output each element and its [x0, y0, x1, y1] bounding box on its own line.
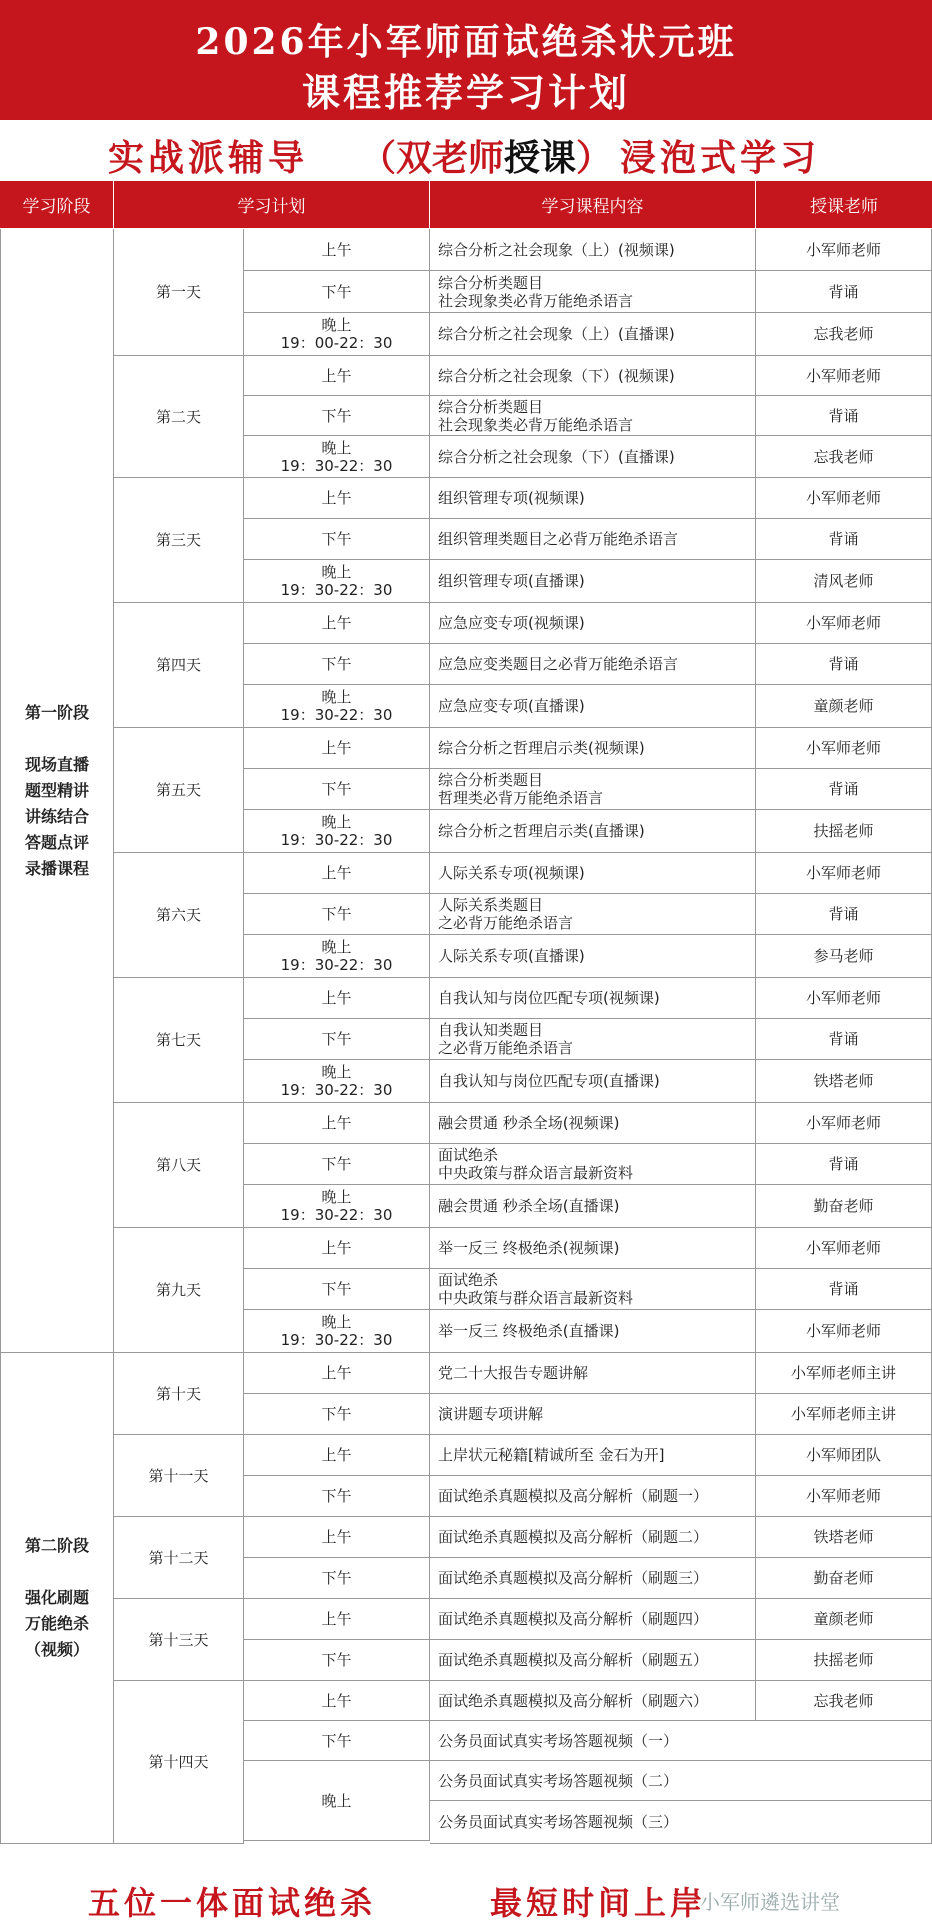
time-slot [244, 1144, 430, 1185]
subtitle-right: 浸泡式学习 [620, 137, 821, 179]
course-cell [430, 313, 756, 356]
course-line: 综合分析之哲理启示类(直播课) [438, 822, 645, 840]
footer-left: 五位一体面试绝杀 [88, 1884, 377, 1922]
time-slot [244, 1394, 430, 1435]
course-cell [430, 1517, 756, 1558]
stage-line: 题型精讲 [24, 780, 89, 800]
day-label: 第十四天 [114, 1681, 244, 1844]
course-line: 中央政策与群众语言最新资料 [438, 1289, 634, 1307]
course-cell [430, 1721, 932, 1761]
header-plan: 学习计划 [114, 181, 429, 228]
time-slot-line: 19：00-22：30 [280, 334, 393, 352]
course-cell [430, 1435, 756, 1476]
course-line: 公务员面试真实考场答题视频（二） [438, 1771, 679, 1790]
time-slot-line: 上午 [321, 1239, 352, 1257]
course-cell [430, 685, 756, 728]
time-slot-line: 下午 [321, 905, 352, 923]
course-line: 面试绝杀真题模拟及高分解析（刷题四） [438, 1610, 709, 1628]
time-slot-line: 下午 [321, 655, 352, 673]
time-slot [244, 978, 430, 1019]
teacher-cell: 小军师老师 [756, 1476, 932, 1517]
course-line: 应急应变专项(视频课) [438, 614, 585, 632]
course-cell [430, 603, 756, 644]
header-stage: 学习阶段 [0, 181, 113, 228]
time-slot [244, 1060, 430, 1103]
time-slot-line: 19：30-22：30 [280, 581, 393, 599]
time-slot [244, 1185, 430, 1228]
course-line: 人际关系类题目 [438, 896, 544, 914]
stage-line: 答题点评 [24, 832, 89, 852]
subtitle-mid-bold: 授课 [504, 137, 577, 179]
course-line: 党二十大报告专题讲解 [438, 1364, 589, 1382]
stage-cell [0, 229, 114, 1353]
course-line: 面试绝杀 [438, 1146, 499, 1164]
time-slot-line: 晚上 [321, 1188, 352, 1206]
day-label: 第四天 [114, 603, 244, 728]
teacher-cell: 扶摇老师 [756, 810, 932, 853]
course-line: 举一反三 终极绝杀(直播课) [438, 1322, 620, 1340]
course-line: 自我认知与岗位匹配专项(直播课) [438, 1072, 660, 1090]
teacher-cell: 背诵 [756, 644, 932, 685]
course-line: 之必背万能绝杀语言 [438, 1039, 574, 1057]
course-line: 面试绝杀真题模拟及高分解析（刷题五） [438, 1651, 709, 1669]
teacher-cell: 清风老师 [756, 560, 932, 603]
time-slot [244, 603, 430, 644]
day-label: 第二天 [114, 356, 244, 478]
course-cell [430, 1476, 756, 1517]
course-cell [430, 1269, 756, 1310]
header-teacher: 授课老师 [756, 181, 932, 228]
time-slot-line: 19：30-22：30 [280, 1206, 393, 1224]
course-cell [430, 644, 756, 685]
time-slot [244, 1019, 430, 1060]
teacher-cell: 背诵 [756, 894, 932, 935]
time-slot [244, 1435, 430, 1476]
course-line: 哲理类必背万能绝杀语言 [438, 789, 604, 807]
footer-right: 最短时间上岸 [490, 1884, 707, 1922]
time-slot-line: 下午 [321, 1487, 352, 1505]
course-cell [430, 769, 756, 810]
stage-line: 第二阶段 [24, 1536, 89, 1555]
time-slot [244, 229, 430, 271]
course-line: 组织管理类题目之必背万能绝杀语言 [438, 530, 679, 548]
time-slot [244, 1310, 430, 1353]
day-label: 第五天 [114, 728, 244, 853]
teacher-cell: 勤奋老师 [756, 1185, 932, 1228]
time-slot [244, 1476, 430, 1517]
day-label: 第七天 [114, 978, 244, 1103]
course-cell [430, 1681, 756, 1721]
time-slot-line: 晚上 [321, 938, 352, 956]
time-slot-line: 19：30-22：30 [280, 706, 393, 724]
course-line: 融会贯通 秒杀全场(直播课) [438, 1197, 620, 1215]
time-slot-line: 上午 [321, 1364, 352, 1382]
time-slot [244, 1761, 430, 1841]
day-label: 第六天 [114, 853, 244, 978]
stage-line: 第一阶段 [24, 702, 89, 722]
course-line: 应急应变专项(直播课) [438, 697, 585, 715]
course-line: 综合分析之社会现象（上）(直播课) [438, 325, 675, 343]
course-cell [430, 1019, 756, 1060]
course-line: 公务员面试真实考场答题视频（一） [438, 1731, 679, 1750]
course-cell [430, 728, 756, 769]
teacher-cell: 小军师老师主讲 [756, 1353, 932, 1394]
time-slot-line: 上午 [321, 739, 352, 757]
time-slot [244, 1721, 430, 1761]
time-slot-line: 晚上 [321, 316, 352, 334]
time-slot-line: 上午 [321, 614, 352, 632]
course-cell [430, 1640, 756, 1681]
time-slot-line: 19：30-22：30 [280, 831, 393, 849]
time-slot-line: 晚上 [321, 813, 352, 831]
teacher-cell: 童颜老师 [756, 1599, 932, 1640]
subtitle-bar [0, 120, 932, 180]
course-line: 面试绝杀 [438, 1271, 499, 1289]
course-line: 人际关系专项(视频课) [438, 864, 585, 882]
course-cell [430, 1599, 756, 1640]
course-cell [430, 1353, 756, 1394]
course-cell [430, 1144, 756, 1185]
teacher-cell: 勤奋老师 [756, 1558, 932, 1599]
time-slot-line: 上午 [321, 1446, 352, 1464]
footer-bar [0, 1876, 932, 1920]
course-line: 自我认知与岗位匹配专项(视频课) [438, 989, 660, 1007]
course-line: 组织管理专项(直播课) [438, 572, 585, 590]
course-line: 综合分析类题目 [438, 771, 544, 789]
course-cell [430, 1060, 756, 1103]
time-slot [244, 935, 430, 978]
course-cell [430, 1185, 756, 1228]
course-cell [430, 1558, 756, 1599]
time-slot [244, 685, 430, 728]
time-slot [244, 1640, 430, 1681]
course-line: 公务员面试真实考场答题视频（三） [438, 1813, 679, 1831]
course-cell [430, 1228, 756, 1269]
teacher-cell: 童颜老师 [756, 685, 932, 728]
stage-line: 万能绝杀 [24, 1614, 89, 1633]
course-cell [430, 229, 756, 271]
time-slot [244, 810, 430, 853]
time-slot [244, 1269, 430, 1310]
course-cell [430, 519, 756, 560]
subtitle-middle [360, 130, 612, 181]
teacher-cell: 小军师老师 [756, 1103, 932, 1144]
time-slot [244, 853, 430, 894]
time-slot-line: 19：30-22：30 [280, 456, 393, 475]
header-content: 学习课程内容 [430, 181, 755, 228]
time-slot-line: 下午 [321, 1405, 352, 1423]
time-slot-line: 下午 [321, 780, 352, 798]
teacher-cell: 小军师老师 [756, 603, 932, 644]
time-slot [244, 644, 430, 685]
time-slot [244, 396, 430, 436]
time-slot-line: 晚上 [321, 688, 352, 706]
time-slot [244, 728, 430, 769]
course-cell [430, 356, 756, 396]
course-line: 面试绝杀真题模拟及高分解析（刷题六） [438, 1691, 709, 1710]
teacher-cell: 小军师老师 [756, 356, 932, 396]
time-slot-line: 晚上 [321, 1063, 352, 1081]
title-banner [0, 0, 932, 120]
course-cell [430, 894, 756, 935]
time-slot-line: 下午 [321, 1569, 352, 1587]
time-slot [244, 271, 430, 313]
teacher-cell: 扶摇老师 [756, 1640, 932, 1681]
time-slot-line: 19：30-22：30 [280, 1331, 393, 1349]
course-line: 社会现象类必背万能绝杀语言 [438, 291, 634, 310]
title-line-2: 课程推荐学习计划 [301, 70, 630, 115]
course-line: 面试绝杀真题模拟及高分解析（刷题三） [438, 1569, 709, 1587]
course-line: 面试绝杀真题模拟及高分解析（刷题一） [438, 1487, 709, 1505]
time-slot [244, 1599, 430, 1640]
time-slot [244, 894, 430, 935]
time-slot-line: 下午 [321, 282, 352, 301]
day-label: 第十二天 [114, 1517, 244, 1599]
title-line-1: 2026年小军师面试绝杀状元班 [195, 21, 737, 63]
course-cell [430, 1394, 756, 1435]
stage-line [54, 1559, 60, 1585]
time-slot-line: 19：30-22：30 [280, 956, 393, 974]
teacher-cell: 小军师老师 [756, 229, 932, 271]
course-cell [430, 271, 756, 313]
time-slot [244, 1517, 430, 1558]
teacher-cell: 小军师老师 [756, 978, 932, 1019]
time-slot [244, 560, 430, 603]
teacher-cell: 铁塔老师 [756, 1517, 932, 1558]
time-slot [244, 1681, 430, 1721]
time-slot [244, 478, 430, 519]
course-cell [430, 560, 756, 603]
course-line: 应急应变类题目之必背万能绝杀语言 [438, 655, 679, 673]
course-cell [430, 935, 756, 978]
subtitle-left: 实战派辅导 [108, 137, 309, 179]
stage-cell [0, 1353, 114, 1844]
teacher-cell: 参马老师 [756, 935, 932, 978]
stage-line: 讲练结合 [24, 806, 89, 826]
time-slot-line: 上午 [321, 366, 352, 385]
course-line: 人际关系专项(直播课) [438, 947, 585, 965]
course-line: 综合分析类题目 [438, 273, 544, 292]
teacher-cell: 背诵 [756, 271, 932, 313]
teacher-cell: 小军师老师 [756, 1228, 932, 1269]
course-line: 综合分析类题目 [438, 397, 544, 416]
time-slot-line: 晚上 [321, 563, 352, 581]
course-line: 面试绝杀真题模拟及高分解析（刷题二） [438, 1528, 709, 1546]
course-cell [430, 978, 756, 1019]
subtitle-mid-red: 双老师 [396, 137, 505, 179]
course-line: 融会贯通 秒杀全场(视频课) [438, 1114, 620, 1132]
stage-line: 录播课程 [24, 858, 89, 878]
time-slot-line: 上午 [321, 1691, 352, 1710]
time-slot-line: 上午 [321, 864, 352, 882]
teacher-cell: 小军师老师 [756, 853, 932, 894]
time-slot-line: 上午 [321, 1114, 352, 1132]
course-cell [430, 1103, 756, 1144]
time-slot [244, 519, 430, 560]
time-slot [244, 1353, 430, 1394]
teacher-cell: 背诵 [756, 769, 932, 810]
time-slot-line: 下午 [321, 1155, 352, 1173]
course-cell [430, 1761, 932, 1801]
teacher-cell: 忘我老师 [756, 1681, 932, 1721]
time-slot-line: 上午 [321, 1528, 352, 1546]
course-line: 上岸状元秘籍[精诚所至 金石为开] [438, 1446, 665, 1464]
time-slot-line: 上午 [321, 240, 352, 259]
day-label: 第十天 [114, 1353, 244, 1435]
time-slot-line: 晚上 [321, 1791, 352, 1810]
teacher-cell: 背诵 [756, 1144, 932, 1185]
time-slot-line: 晚上 [321, 1313, 352, 1331]
teacher-cell: 忘我老师 [756, 313, 932, 356]
course-line: 中央政策与群众语言最新资料 [438, 1164, 634, 1182]
time-slot [244, 1228, 430, 1269]
teacher-cell: 背诵 [756, 519, 932, 560]
day-label: 第三天 [114, 478, 244, 603]
subtitle-mid-open: （ [360, 137, 397, 179]
teacher-cell: 背诵 [756, 1269, 932, 1310]
stage-line: 强化刷题 [24, 1588, 89, 1607]
time-slot [244, 436, 430, 478]
time-slot-line: 下午 [321, 1280, 352, 1298]
course-line: 举一反三 终极绝杀(视频课) [438, 1239, 620, 1257]
course-line: 演讲题专项讲解 [438, 1405, 544, 1423]
time-slot-line: 19：30-22：30 [280, 1081, 393, 1099]
course-line: 组织管理专项(视频课) [438, 489, 585, 507]
time-slot [244, 356, 430, 396]
time-slot-line: 下午 [321, 1030, 352, 1048]
course-line: 综合分析之哲理启示类(视频课) [438, 739, 645, 757]
course-cell [430, 1310, 756, 1353]
stage-line: 现场直播 [24, 754, 89, 774]
course-cell [430, 1801, 932, 1844]
time-slot-line: 晚上 [321, 438, 352, 457]
time-slot [244, 769, 430, 810]
stage-line [54, 726, 60, 752]
time-slot-line: 下午 [321, 530, 352, 548]
teacher-cell: 小军师老师 [756, 478, 932, 519]
course-line: 综合分析之社会现象（下）(视频课) [438, 366, 675, 385]
teacher-cell: 背诵 [756, 396, 932, 436]
time-slot [244, 313, 430, 356]
day-label: 第九天 [114, 1228, 244, 1353]
course-line: 社会现象类必背万能绝杀语言 [438, 415, 634, 434]
time-slot-line: 上午 [321, 989, 352, 1007]
time-slot-line: 上午 [321, 1610, 352, 1628]
teacher-cell: 小军师团队 [756, 1435, 932, 1476]
time-slot-line: 下午 [321, 1651, 352, 1669]
subtitle-mid-close: ） [576, 137, 613, 179]
course-line: 综合分析之社会现象（下）(直播课) [438, 447, 675, 466]
course-cell [430, 436, 756, 478]
day-label: 第十三天 [114, 1599, 244, 1681]
watermark: 小军师遴选讲堂 [700, 1890, 840, 1914]
course-line: 之必背万能绝杀语言 [438, 914, 574, 932]
teacher-cell: 小军师老师 [756, 1310, 932, 1353]
day-label: 第十一天 [114, 1435, 244, 1517]
course-line: 综合分析之社会现象（上）(视频课) [438, 240, 675, 259]
time-slot [244, 1103, 430, 1144]
course-cell [430, 810, 756, 853]
teacher-cell: 忘我老师 [756, 436, 932, 478]
course-cell [430, 853, 756, 894]
teacher-cell: 小军师老师 [756, 728, 932, 769]
course-cell [430, 396, 756, 436]
stage-line: （视频） [24, 1640, 89, 1659]
day-label: 第一天 [114, 229, 244, 356]
time-slot-line: 下午 [321, 1731, 352, 1750]
time-slot-line: 上午 [321, 489, 352, 507]
time-slot-line: 下午 [321, 406, 352, 425]
teacher-cell: 小军师老师主讲 [756, 1394, 932, 1435]
course-line: 自我认知类题目 [438, 1021, 544, 1039]
teacher-cell: 铁塔老师 [756, 1060, 932, 1103]
time-slot [244, 1558, 430, 1599]
day-label: 第八天 [114, 1103, 244, 1228]
teacher-cell: 背诵 [756, 1019, 932, 1060]
course-cell [430, 478, 756, 519]
